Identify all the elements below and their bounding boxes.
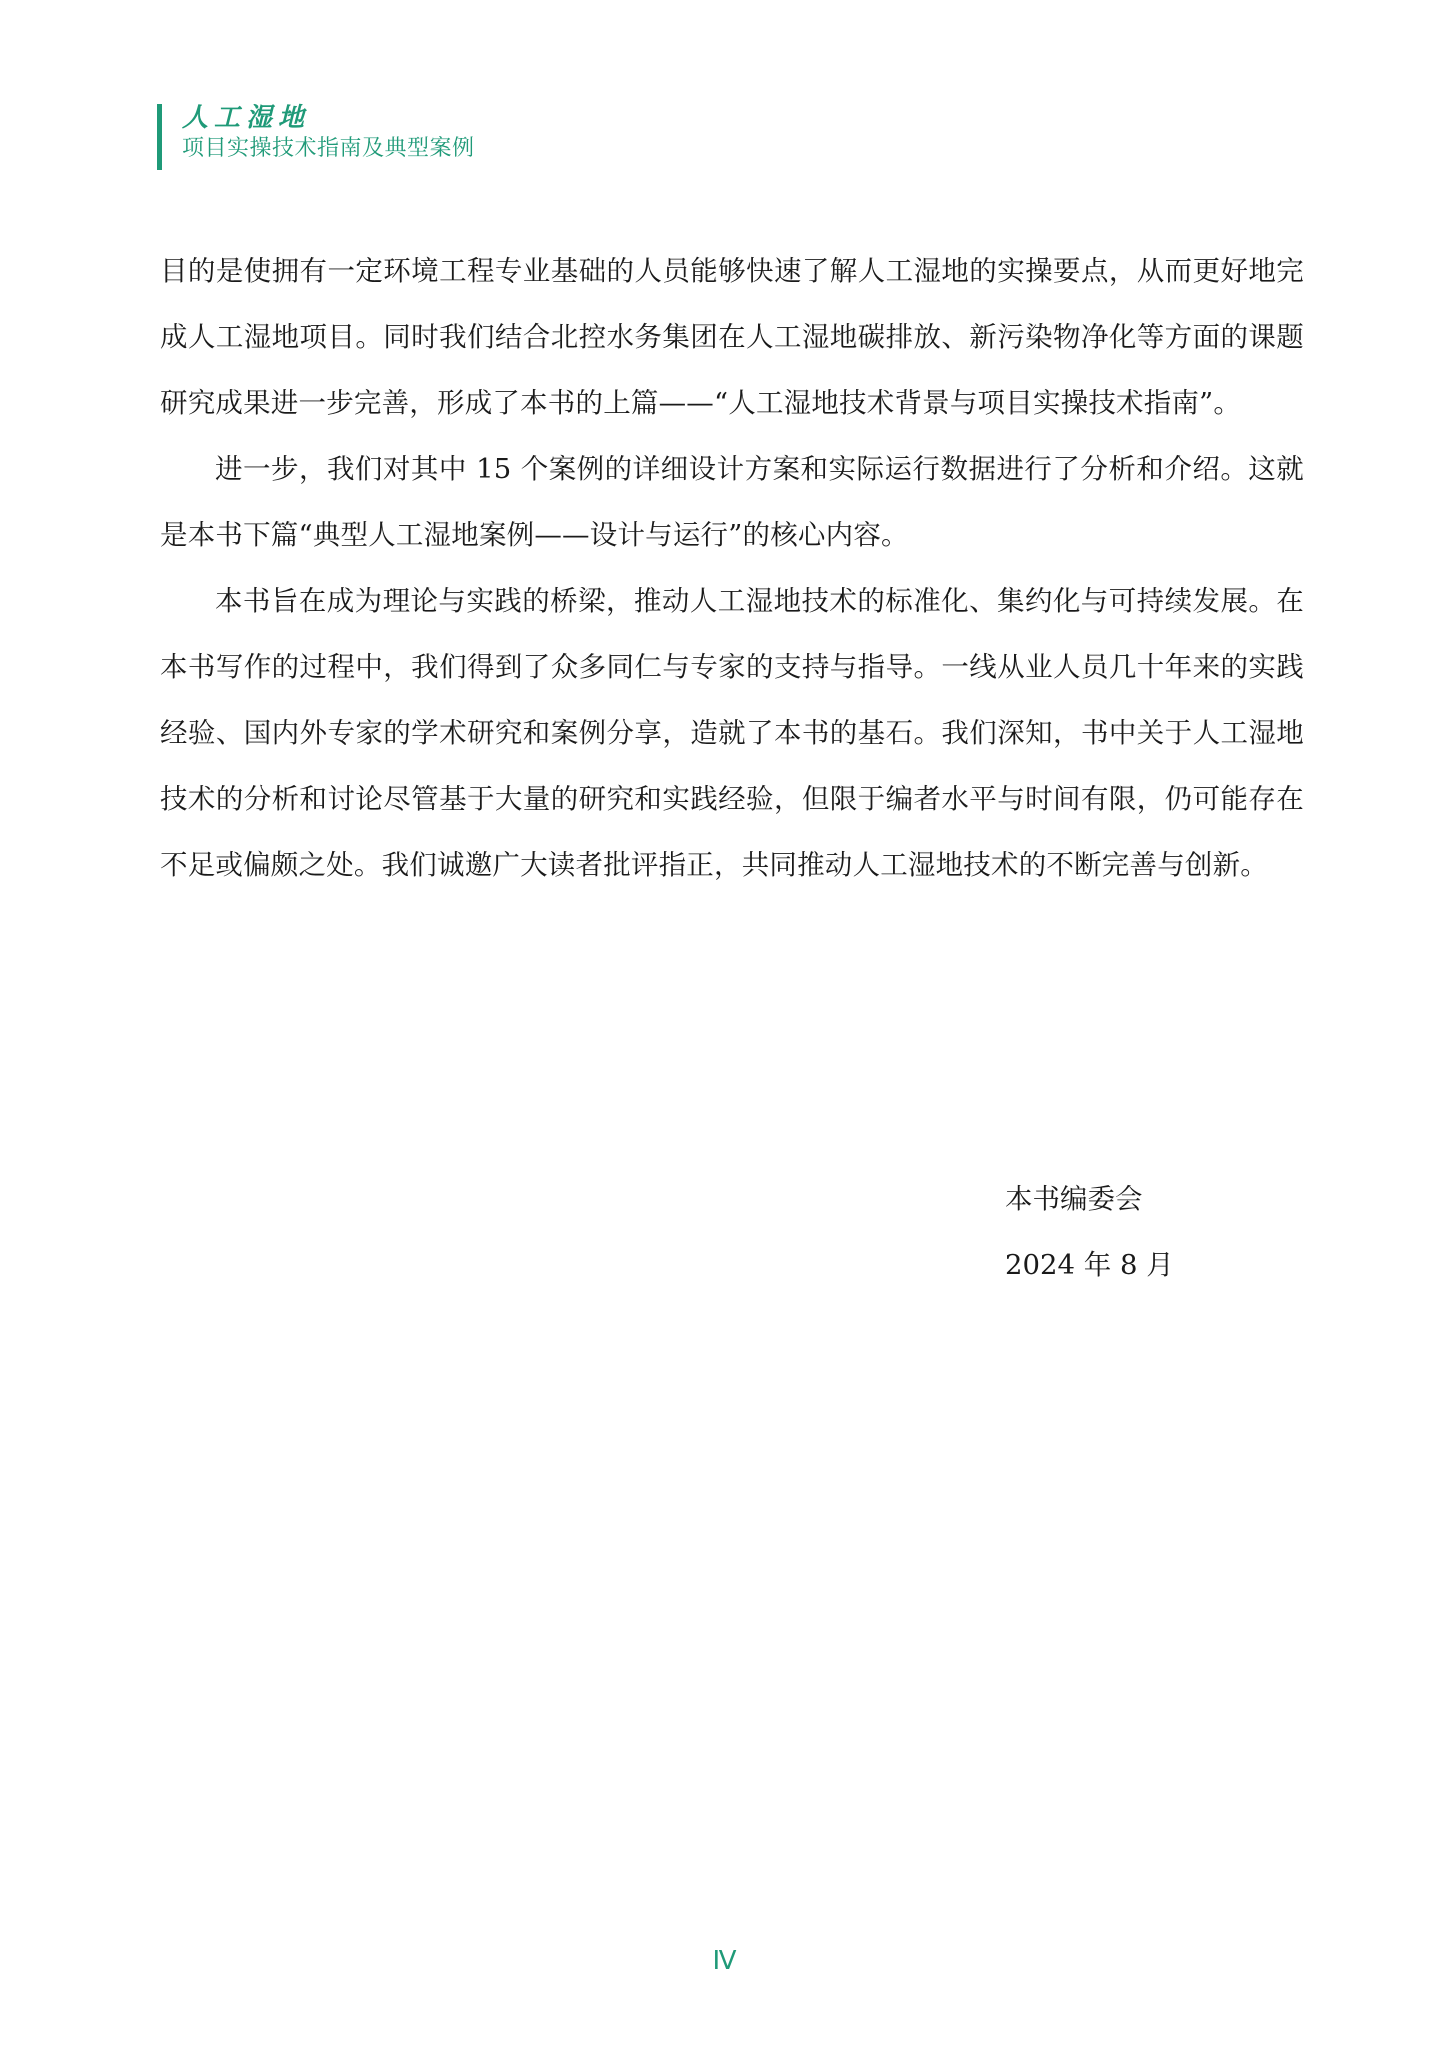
header-title: 人工湿地 [182, 103, 311, 133]
paragraph-purpose: 本书旨在成为理论与实践的桥梁，推动人工湿地技术的标准化、集约化与可持续发展。在本书写作的过程中，我们得到了众多同仁与专家的支持与指导。一线从业人员几十年来的实践经验、国内外专家的学术研究和案例分享，造就了本书的基石。我们深知，书中关于人工湿地技术的分析和讨论尽管基于大量的研究和实践经验，但限于编者水平与时间有限，仍可能存在不足或偏颇之处。我们诚邀广大读者批评指正，共同推动人工湿地技术的不断完善与创新。 [160, 585, 1304, 881]
body-text [160, 238, 1304, 898]
signature-date: 2024 年 8 月 [1005, 1249, 1174, 1281]
paragraph-case-studies: 进一步，我们对其中 15 个案例的详细设计方案和实际运行数据进行了分析和介绍。这就是本书下篇“典型人工湿地案例——设计与运行”的核心内容。 [160, 453, 1304, 551]
paragraph-continued: 目的是使拥有一定环境工程专业基础的人员能够快速了解人工湿地的实操要点，从而更好地完成人工湿地项目。同时我们结合北控水务集团在人工湿地碳排放、新污染物净化等方面的课题研究成果进一步完善，形成了本书的上篇——“人工湿地技术背景与项目实操技术指南”。 [160, 255, 1304, 419]
page-number: Ⅳ [712, 1946, 737, 1976]
header-subtitle: 项目实操技术指南及典型案例 [182, 136, 475, 161]
running-header [157, 104, 475, 170]
signature-block [1005, 1166, 1174, 1298]
signature-author: 本书编委会 [1005, 1183, 1143, 1215]
